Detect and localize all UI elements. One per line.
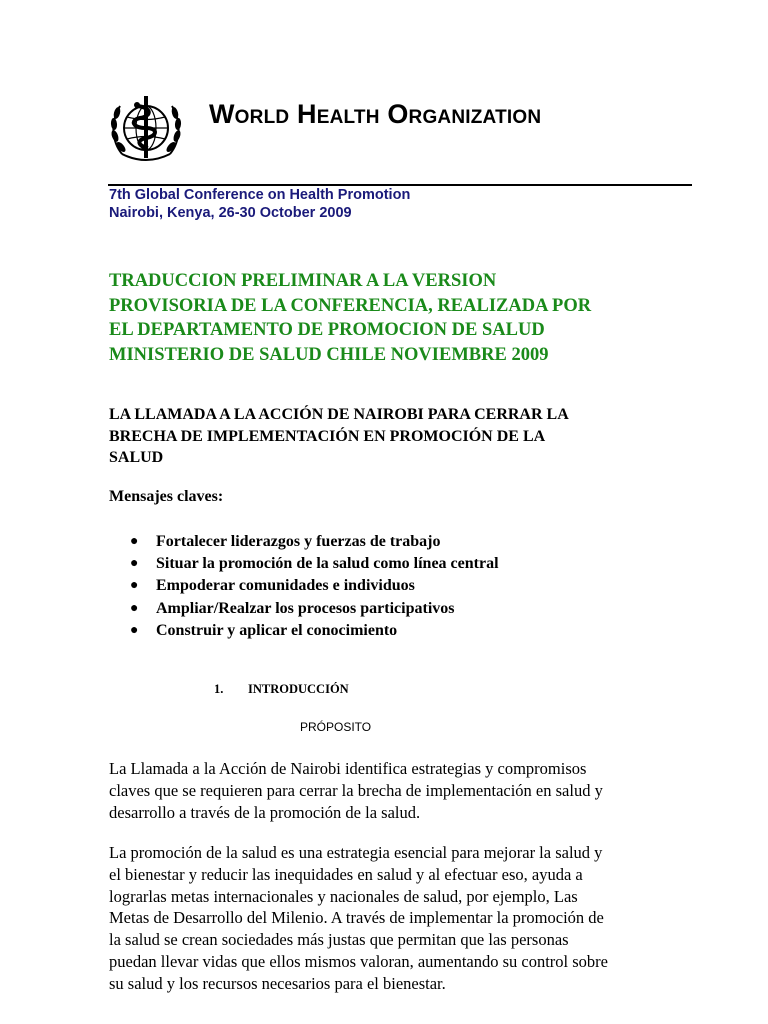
- conference-title: 7th Global Conference on Health Promotion: [109, 187, 411, 203]
- translation-note: [109, 269, 669, 367]
- translation-note-line: TRADUCCION PRELIMINAR A LA VERSION: [109, 271, 497, 291]
- section-number: 1.: [214, 682, 224, 696]
- list-item: ● Ampliar/Realzar los procesos participativos: [130, 598, 499, 620]
- document-title-line: LA LLAMADA A LA ACCIÓN DE NAIROBI PARA CERRAR LA: [109, 406, 569, 423]
- list-item: ● Fortalecer liderazgos y fuerzas de trabajo: [130, 531, 499, 553]
- bullet-icon: ●: [130, 578, 139, 594]
- paragraph-line: puedan llevar vidas que ellos mismos valoran, aumentando su control sobre: [109, 951, 609, 971]
- translation-note-line: MINISTERIO DE SALUD CHILE NOVIEMBRE 2009: [109, 344, 549, 365]
- section-title: INTRODUCCIÓN: [248, 682, 349, 696]
- bullet-icon: ●: [130, 600, 139, 616]
- document-title: [109, 404, 569, 469]
- bullet-icon: ●: [130, 556, 139, 572]
- document-title-line: SALUD: [109, 449, 164, 466]
- translation-note-line: PROVISORIA DE LA CONFERENCIA, REALIZADA POR: [109, 295, 592, 316]
- list-item: ● Construir y aplicar el conocimiento: [130, 620, 499, 642]
- who-emblem-icon: [108, 92, 184, 164]
- list-item: ● Empoderar comunidades e individuos: [130, 575, 499, 597]
- section-heading: [214, 682, 349, 697]
- paragraph-line: la salud se crean sociedades más justas que permitan que las personas: [109, 930, 569, 950]
- paragraph-line: el bienestar y reducir las inequidades en salud y al efectuar eso, ayuda a: [109, 864, 583, 884]
- paragraph-1: [109, 758, 669, 823]
- paragraph-line: Metas de Desarrollo del Milenio. A través de implementar la promoción de: [109, 908, 604, 928]
- paragraph-2: [109, 842, 669, 995]
- bullet-icon: ●: [130, 622, 139, 638]
- paragraph-line: su salud y los recursos necesarios para el bienestar.: [109, 973, 446, 993]
- organization-name: World Health Organization: [209, 99, 542, 129]
- key-messages-list: [130, 531, 499, 642]
- paragraph-line: La promoción de la salud es una estrategia esencial para mejorar la salud y: [109, 843, 603, 862]
- paragraph-line: La Llamada a la Acción de Nairobi identifica estrategias y compromisos: [109, 759, 587, 778]
- paragraph-line: claves que se requieren para cerrar la brecha de implementación en salud y: [109, 780, 603, 800]
- paragraph-line: desarrollo a través de la promoción de la salud.: [109, 802, 421, 822]
- key-messages-label: Mensajes claves:: [109, 488, 224, 505]
- bullet-icon: ●: [130, 534, 139, 549]
- document-title-line: BRECHA DE IMPLEMENTACIÓN EN PROMOCIÓN DE LA: [109, 427, 546, 445]
- paragraph-line: lograrlas metas internacionales y nacionales de salud, por ejemplo, Las: [109, 886, 578, 906]
- conference-info: [109, 186, 410, 222]
- section-subheading: PRÓPOSITO: [300, 720, 372, 734]
- translation-note-line: EL DEPARTAMENTO DE PROMOCION DE SALUD: [109, 320, 545, 340]
- list-item: ● Situar la promoción de la salud como línea central: [130, 553, 499, 575]
- conference-location-date: Nairobi, Kenya, 26-30 October 2009: [109, 205, 352, 221]
